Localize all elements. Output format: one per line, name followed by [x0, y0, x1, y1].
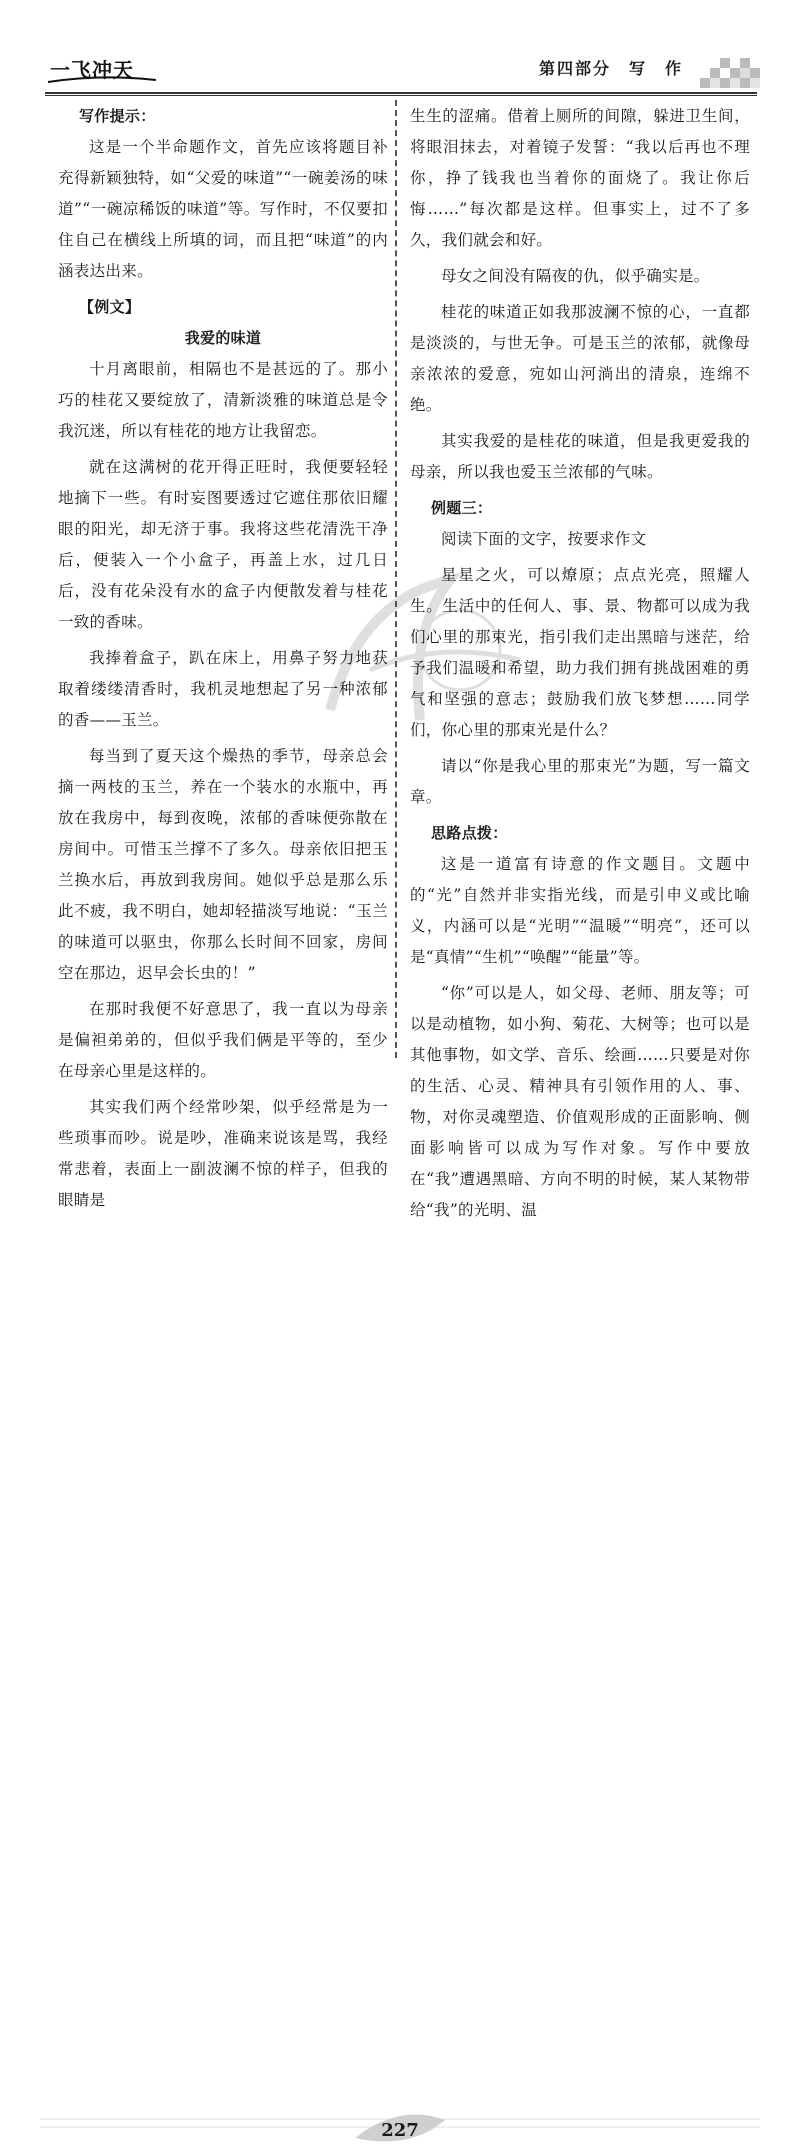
writing-tip-text: 这是一个半命题作文，首先应该将题目补充得新颖独特，如“父爱的味道”“一碗姜汤的味道”“一碗凉稀饭的味道”等。写作时，不仅要扣住自己在横线上所填的词，而且把“味道”的内涵表达出来。 [58, 138, 388, 280]
essay-paragraph: 母女之间没有隔夜的仇，似乎确实是。 [441, 267, 710, 285]
header-rule-thin [45, 95, 757, 96]
section-title: 第四部分 写 作 [539, 59, 684, 78]
example-tag: 【例文】 [79, 298, 141, 316]
essay-paragraph: 我捧着盒子，趴在床上，用鼻子努力地获取着缕缕清香时，我机灵地想起了另一种浓郁的香——玉兰。 [58, 649, 388, 729]
essay-paragraph: 其实我爱的是桂花的味道，但是我更爱我的母亲，所以我也爱玉兰浓郁的气味。 [410, 432, 750, 481]
essay-paragraph-continued: 生生的涩痛。借着上厕所的间隙，躲进卫生间，将眼泪抹去，对着镜子发誓：“我以后再也不理你，挣了钱我也当着你的面烧了。我让你后悔……”每次都是这样。但事实上，过不了多久，我们就会和好。 [410, 107, 750, 249]
read-instruction: 阅读下面的文字，按要求作文 [441, 530, 647, 548]
essay-paragraph: 每当到了夏天这个燥热的季节，母亲总会摘一两枝的玉兰，养在一个装水的水瓶中，再放在我房中，每到夜晚，浓郁的香味便弥散在房间中。可惜玉兰撑不了多久。母亲依旧把玉兰换水后，再放到我房间。她似乎总是那么乐此不疲，我不明白，她却轻描淡写地说：“玉兰的味道可以驱虫，你那么长时间不回家，房间空在那边，迟早会长虫的！” [58, 747, 388, 982]
prompt-text: 星星之火，可以燎原；点点光亮，照耀人生。生活中的任何人、事、景、物都可以成为我们心里的那束光，指引我们走出黑暗与迷茫，给予我们温暖和希望，助力我们拥有挑战困难的勇气和坚强的意志；鼓励我们放飞梦想……同学们，你心里的那束光是什么？ [410, 566, 750, 739]
brand-logo [50, 54, 134, 83]
brand-swoosh-icon [46, 76, 158, 84]
essay-title: 我爱的味道 [184, 329, 262, 347]
essay-paragraph: 就在这满树的花开得正旺时，我便要轻轻地摘下一些。有时妄图要透过它遮住那依旧耀眼的阳光，却无济于事。我将这些花清洗干净后，便装入一个小盒子，再盖上水，过几日后，没有花朵没有水的盒子内便散发着与桂花一致的香味。 [58, 458, 388, 631]
idea-paragraph: “你”可以是人，如父母、老师、朋友等；可以是动植物，如小狗、菊花、大树等；也可以是其他事物，如文学、音乐、绘画……只要是对你的生活、心灵、精神具有引领作用的人、事、物，对你灵魂塑造、价值观形成的正面影响、侧面影响皆可以成为写作对象。写作中要放在“我”遭遇黑暗、方向不明的时候，某人某物带给“我”的光明、温 [410, 984, 750, 1219]
writing-tip-heading: 写作提示： [79, 107, 156, 125]
task-text: 请以“你是我心里的那束光”为题，写一篇文章。 [410, 757, 750, 806]
checker-pattern-icon [700, 58, 760, 88]
essay-paragraph: 十月离眼前，相隔也不是甚远的了。那小巧的桂花又要绽放了，清新淡雅的味道总是令我沉迷，所以有桂花的地方让我留恋。 [58, 360, 388, 440]
left-column [58, 101, 388, 1216]
essay-paragraph: 在那时我便不好意思了，我一直以为母亲是偏袒弟弟的，但似乎我们俩是平等的，至少在母亲心里是这样的。 [58, 1000, 388, 1080]
page-number: 227 [381, 2120, 419, 2141]
header-rule [45, 92, 757, 94]
column-divider [395, 100, 397, 1058]
essay-paragraph: 其实我们两个经常吵架，似乎经常是为一些琐事而吵。说是吵，准确来说该是骂，我经常悲着，表面上一副波澜不惊的样子，但我的眼睛是 [58, 1098, 388, 1209]
brand-text: 一飞冲天 [50, 58, 134, 82]
idea-paragraph: 这是一道富有诗意的作文题目。文题中的“光”自然并非实指光线，而是引申义或比喻义，内涵可以是“光明”“温暖”“明亮”，还可以是“真情”“生机”“唤醒”“能量”等。 [410, 855, 750, 966]
essay-paragraph: 桂花的味道正如我那波澜不惊的心，一直都是淡淡的，与世无争。可是玉兰的浓郁，就像母亲浓浓的爱意，宛如山河淌出的清泉，连绵不绝。 [410, 303, 750, 414]
page-header [0, 0, 800, 96]
example3-heading: 例题三： [431, 499, 493, 517]
idea-heading: 思路点拨： [431, 824, 508, 842]
